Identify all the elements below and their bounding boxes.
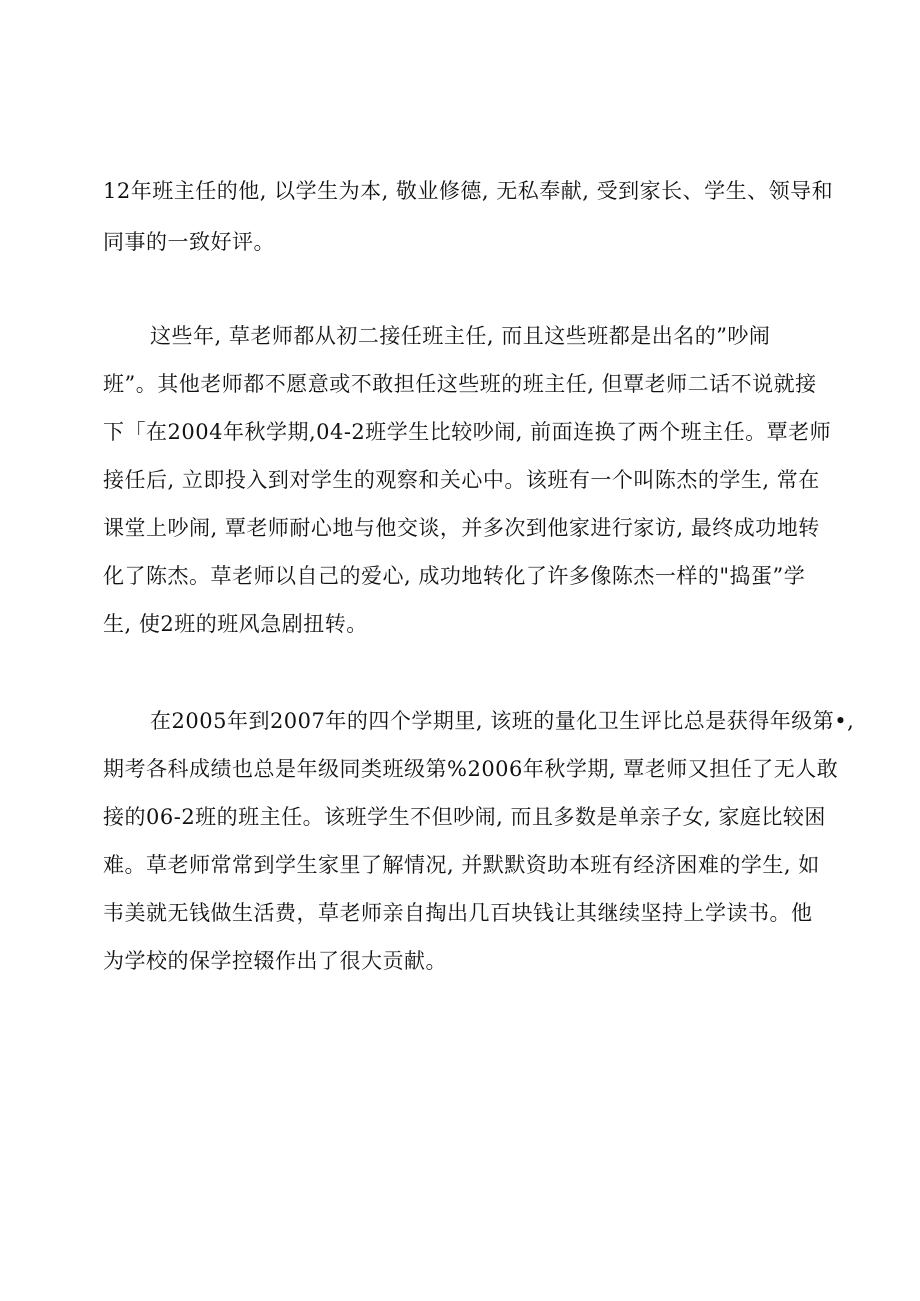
- paragraph-2-line-1: 这些年, 草老师都从初二接任班主任, 而且这些班都是出名的”吵闹: [150, 324, 771, 348]
- paragraph-3-line-1: 在2005年到2007年的四个学期里, 该班的量化卫生评比总是获得年级第•,: [150, 709, 855, 733]
- paragraph-2-line-4: 接任后, 立即投入到对学生的观察和关心中。该班有一个叫陈杰的学生, 常在: [103, 468, 820, 492]
- paragraph-2-line-7: 生, 使2班的班风急剧扭转。: [103, 612, 368, 636]
- paragraph-3-line-3: 接的06-2班的班主任。该班学生不但吵闹, 而且多数是单亲子女, 家庭比较困: [103, 805, 826, 829]
- paragraph-3-line-2: 期考各科成绩也总是年级同类班级第%2006年秋学期, 覃老师又担任了无人敢: [103, 757, 839, 781]
- paragraph-3-line-5: 韦美就无钱做生活费，草老师亲自掏出几百块钱让其继续坚持上学读书。他: [103, 901, 813, 925]
- paragraph-3-line-6: 为学校的保学控辍作出了很大贡献。: [103, 949, 447, 973]
- paragraph-2-line-5: 课堂上吵闹, 覃老师耐心地与他交谈，并多次到他家进行家访, 最终成功地转: [103, 516, 820, 540]
- paragraph-2-line-2: 班”。其他老师都不愿意或不敢担任这些班的班主任, 但覃老师二话不说就接: [103, 372, 817, 396]
- paragraph-1-line-1: 12年班主任的他, 以学生为本, 敬业修德, 无私奉献, 受到家长、学生、领导和: [103, 179, 834, 203]
- paragraph-3-line-4: 难。草老师常常到学生家里了解情况, 并默默资助本班有经济困难的学生, 如: [103, 853, 820, 877]
- paragraph-2-line-3: 下「在2004年秋学期,04-2班学生比较吵闹, 前面连换了两个班主任。覃老师: [103, 420, 832, 444]
- paragraph-2-line-6: 化了陈杰。草老师以自己的爱心, 成功地转化了许多像陈杰一样的"捣蛋”学: [103, 564, 806, 588]
- paragraph-1-line-2: 同事的一致好评。: [103, 230, 275, 254]
